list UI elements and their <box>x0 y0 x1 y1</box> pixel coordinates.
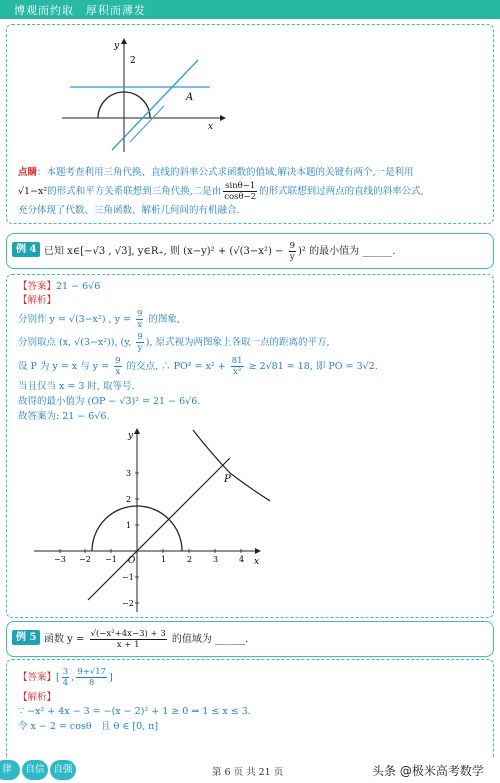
fig2-x-tick-0: −3 <box>54 555 66 564</box>
ans5-line-2: 令 x − 2 = cosθ 且 θ ∈ [0, π] <box>18 721 159 732</box>
ans5-b-den: 8 <box>88 678 95 688</box>
figure-1 <box>60 36 230 154</box>
example-4-tag: 例 4 <box>12 242 40 257</box>
ex5-frac-num: √(−x²+4x−3) + 3 <box>90 629 166 639</box>
ans4-l2a: 分别取点 (x, √(3−x²)), (y, <box>18 337 135 348</box>
ex5-fraction <box>90 629 167 650</box>
tip-text-1: ：本题考查利用三角代换、直线的斜率公式求函数的值域,解决本题的关键有两个,一是利用 <box>37 167 414 178</box>
ans4-l3-num: 9 <box>115 356 121 366</box>
ex5-stem-a: 函数 y = <box>44 634 88 645</box>
example-5-stem <box>44 629 248 650</box>
fig2-x-tick-3: 1 <box>161 555 167 564</box>
ans4-answer-label: 【答案】 <box>18 281 57 292</box>
ans4-line-6: 故答案为: 21 − 6√6. <box>18 411 110 422</box>
ans5-line-1: ∵ −x² + 4x − 3 = −(x − 2)² + 1 ≥ 0 ⇒ 1 ≤ x ≤ 3. <box>18 706 251 717</box>
ans4-l3-den: x <box>115 367 121 377</box>
fig2-x-label: x <box>254 557 260 567</box>
fig2-x-arrow <box>255 548 261 554</box>
ans5-b-num: 9+√17 <box>77 667 106 677</box>
fig2-x-tick-4: 2 <box>187 555 193 564</box>
fig1-tangent-segment <box>130 106 164 142</box>
fig2-y-tick-2: 1 <box>126 521 132 530</box>
tip-text-2a: 的形式和平方关系联想到三角代换,二是由 <box>47 186 222 197</box>
ans5-a-num: 3 <box>62 667 69 677</box>
ans5-frac-a <box>62 667 69 688</box>
fig1-tick-2: 2 <box>130 56 136 66</box>
page-header <box>0 0 500 19</box>
ans4-l3a: 设 P 为 y = x 与 y = <box>18 361 113 372</box>
footer-pill-1: 律 <box>0 760 20 780</box>
tip-label: 点睛 <box>18 167 38 178</box>
tip-sqrt: √1−x² <box>18 186 48 197</box>
ex4-stem-a: 已知 x∈[−√3 , √3], y∈R₊, 则 (x−y)² + (√(3−x²) − <box>44 246 287 257</box>
header-title: 博观而约取 厚积而薄发 <box>14 4 146 17</box>
ans5-answer-line <box>18 667 113 688</box>
ans5-answer-label: 【答案】 <box>18 672 57 683</box>
fig2-hyperbola <box>193 430 270 514</box>
tip-frac-num: sinθ−1 <box>225 181 256 191</box>
ans4-line-4: 当且仅当 x = 3 时, 取等号. <box>18 381 135 392</box>
fig2-origin: O <box>128 556 136 566</box>
ans4-l2b: ), 原式视为两图象上各取一点的距离的平方, <box>145 337 330 348</box>
ans4-line-3 <box>18 356 378 377</box>
fig2-x-tick-2: −1 <box>105 555 117 564</box>
watermark-source: 头条 @极米高考数学 <box>372 764 484 778</box>
fig2-x-tick-5: 3 <box>213 555 219 564</box>
ans4-l2-num: 9 <box>137 332 143 342</box>
footer-pill-2: 自信 <box>22 760 48 780</box>
fig2-y-arrow <box>134 428 140 434</box>
ex5-stem-b: 的值域为 ______. <box>168 634 249 645</box>
tip-line-3 <box>18 204 240 217</box>
fig2-y-tick-0: 3 <box>126 469 132 478</box>
fig2-x-tick-6: 4 <box>239 555 245 564</box>
ans4-l1a: 分别作 y = √(3−x²) , y = <box>18 314 134 325</box>
ans4-l1b: 的图象, <box>145 314 180 325</box>
fig2-line-y-equals-x <box>88 458 230 600</box>
ans4-answer: 21 − 6√6 <box>56 281 101 292</box>
ex4-frac-num: 9 <box>289 241 295 251</box>
fig1-x-arrow <box>220 115 226 121</box>
ans5-bracket-open: [ <box>56 672 60 683</box>
ans4-l3-num2: 81 <box>231 356 243 366</box>
ans4-analysis-label: 【解析】 <box>18 295 57 306</box>
ans5-bracket-close: ] <box>108 672 113 683</box>
ans5-comma: , <box>71 672 75 683</box>
footer-pill-3: 自强 <box>50 760 76 780</box>
page-number: 第 6 页 共 21 页 <box>212 767 284 778</box>
fig2-y-tick-1: 2 <box>126 495 132 504</box>
fig1-y-label: y <box>114 41 120 51</box>
fig2-point-P: P <box>224 474 231 485</box>
tip-line-2 <box>18 181 424 202</box>
ans4-l2-frac <box>136 332 143 353</box>
fig1-y-arrow <box>121 38 127 44</box>
ex5-frac-den: x + 1 <box>116 640 140 650</box>
ans4-l1-num: 9 <box>136 309 143 319</box>
ans4-line-2 <box>18 332 330 353</box>
ans4-l3-den2: x² <box>233 367 242 377</box>
fig1-slanted-line <box>112 60 198 150</box>
fig2-y-tick-3: −1 <box>122 573 134 582</box>
fig1-point-A: A <box>186 92 194 103</box>
fig2-x-tick-1: −2 <box>79 555 91 564</box>
example-4-stem <box>44 241 395 262</box>
tip-text-2b: 的形式联想到过两点的直线的斜率公式, <box>259 186 424 197</box>
tip-frac-den: cosθ−2 <box>224 192 257 202</box>
ex4-frac-den: y <box>289 252 295 262</box>
fig2-y-tick-4: −2 <box>122 599 134 608</box>
ans4-l2-den: y <box>137 343 143 353</box>
ex4-stem-b: )² 的最小值为 ______. <box>298 246 396 257</box>
ans4-l3b: 的交点, ∴ PO² = x² + <box>123 361 229 372</box>
ans5-a-den: 4 <box>62 678 69 688</box>
tip-text-3: 充分体现了代数、三角函数、解析几何间的有机融合. <box>18 205 240 216</box>
example-5-tag: 例 5 <box>12 630 40 645</box>
ans5-analysis-label: 【解析】 <box>18 692 57 703</box>
ans5-frac-b <box>76 667 107 688</box>
ans4-l3-frac2 <box>231 356 244 377</box>
ans4-line-1 <box>18 309 180 330</box>
tip-line-1 <box>18 166 414 179</box>
ans4-l1-frac <box>136 309 143 330</box>
ans4-l3-frac <box>114 356 121 377</box>
ans4-l3c: ≥ 2√81 = 18, 即 PO = 3√2. <box>245 361 378 372</box>
fig1-x-label: x <box>208 122 214 132</box>
fig2-y-label: y <box>128 431 134 441</box>
ans4-line-5: 故得的最小值为 (OP − √3)² = 21 − 6√6. <box>18 396 201 407</box>
ans4-answer-line <box>18 280 100 293</box>
tip-fraction <box>223 181 257 202</box>
ans4-l1-den: x <box>137 320 143 330</box>
ex4-fraction <box>289 241 296 262</box>
figure-2 <box>30 424 270 614</box>
